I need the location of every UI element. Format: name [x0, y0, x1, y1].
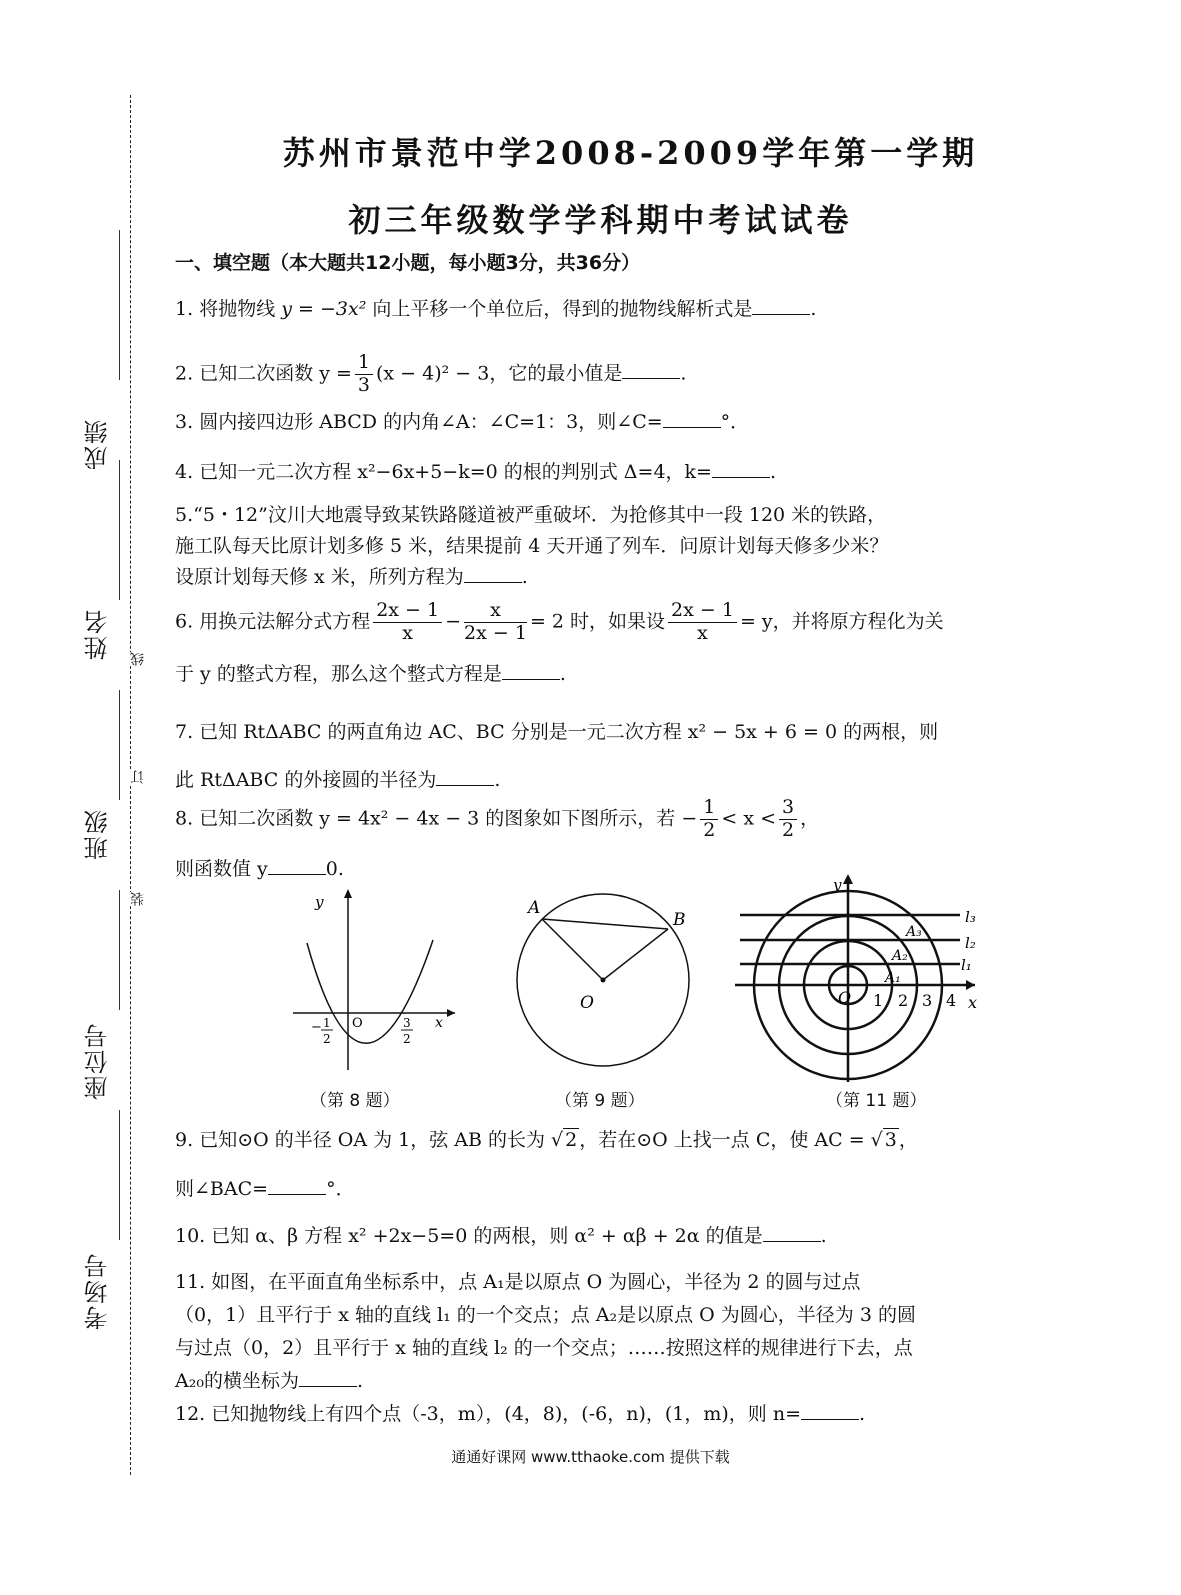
fig11-line-l2: l₂ [965, 934, 976, 952]
fig11-tick-4: 4 [946, 991, 957, 1010]
fig8-right-root-den: 2 [403, 1032, 411, 1046]
question-4: 4. 已知一元二次方程 x²−6x+5−k=0 的根的判别式 Δ=4，k= . [175, 455, 995, 489]
figure-11-concentric [725, 870, 990, 1085]
score-blank[interactable] [119, 230, 120, 380]
fig9-label-o: O [580, 993, 594, 1013]
fig11-tick-1: 1 [873, 991, 884, 1010]
score-label: 成绩 [84, 418, 112, 470]
question-7: 7. 已知 RtΔABC 的两直角边 AC、BC 分别是一元二次方程 x² − 5x + 6 = 0 的两根，则 此 RtΔABC 的外接圆的半径为 . [175, 721, 939, 791]
answer-blank[interactable] [464, 562, 522, 583]
footer-credit: 通通好课网 www.tthaoke.com 提供下载 [451, 1448, 730, 1466]
figure-9-circle [510, 893, 700, 1083]
fig11-point-a3: A₃ [906, 924, 922, 940]
question-8-line2: 则函数值 y 0. [175, 852, 995, 886]
answer-blank[interactable] [299, 1366, 357, 1387]
fig11-origin: O [838, 988, 852, 1007]
fig8-x-label: x [435, 1015, 443, 1031]
fig8-y-label: y [315, 893, 324, 911]
answer-blank[interactable] [502, 659, 560, 680]
fig9-label-a: A [528, 898, 541, 918]
fig11-point-a2: A₂ [892, 948, 908, 964]
question-12: 12. 已知抛物线上有四个点（-3，m），(4，8)，(-6，n)，(1，m)，则 n= . [175, 1397, 995, 1431]
answer-blank[interactable] [801, 1399, 859, 1420]
answer-blank[interactable] [663, 407, 721, 428]
question-3: 3. 圆内接四边形 ABCD 的内角∠A：∠C=1：3，则∠C= °． [175, 405, 995, 439]
binding-mark-ding: 订 [130, 770, 146, 784]
name-blank[interactable] [119, 460, 120, 600]
answer-blank[interactable] [268, 854, 326, 875]
answer-blank[interactable] [436, 765, 494, 786]
figure-8-parabola [285, 885, 460, 1075]
answer-blank[interactable] [712, 457, 770, 478]
fig8-left-root-den: 2 [323, 1032, 331, 1046]
question-2: 2. 已知二次函数 y = $\frac{1}{3}$ (x − 4)² − 3，它的最小值是 . [175, 351, 687, 396]
class-blank[interactable] [119, 690, 120, 800]
question-1: 1. 将抛物线 y = −3x² 向上平移一个单位后，得到的抛物线解析式是 . [175, 292, 995, 326]
seat-blank[interactable] [119, 890, 120, 1010]
fig11-tick-3: 3 [922, 991, 933, 1010]
fig11-y-label: y [833, 876, 842, 894]
figure-8-caption: （第 8 题） [310, 1091, 400, 1111]
fig11-x-label: x [968, 993, 978, 1012]
name-label: 姓名 [84, 608, 112, 660]
exam-room-label: 考场号 [84, 1252, 112, 1330]
fig11-point-a1: A₁ [885, 970, 901, 986]
answer-blank[interactable] [622, 358, 680, 379]
answer-blank[interactable] [763, 1221, 821, 1242]
question-6-line2: 于 y 的整式方程，那么这个整式方程是 . [175, 657, 995, 691]
fig11-tick-2: 2 [898, 991, 909, 1010]
fig11-line-l3: l₃ [965, 908, 976, 926]
answer-blank[interactable] [752, 294, 810, 315]
fig8-origin-label: O [352, 1016, 363, 1031]
question-9-line2: 则∠BAC= °． [175, 1172, 995, 1206]
question-5: 5.“5・12”汶川大地震导致某铁路隧道被严重破坏．为抢修其中一段 120 米的铁路， 施工队每天比原计划多修 5 米，结果提前 4 天开通了列车．问原计划每天修多少米？ 设原计划每天修 x 米，所列方程为 . [175, 504, 889, 588]
question-9: 9. 已知⊙O 的半径 OA 为 1，弦 AB 的长为 √ 2 ，若在⊙O 上找一点 C，使 AC = √ 3 ， [175, 1129, 918, 1151]
answer-blank[interactable] [268, 1174, 326, 1195]
fig8-left-root-num: 1 [323, 1016, 331, 1030]
fig11-line-l1: l₁ [961, 956, 972, 974]
exam-title-line1: 苏州市景范中学2008-2009学年第一学期 [282, 134, 979, 172]
question-10: 10. 已知 α、β 方程 x² +2x−5=0 的两根，则 α² + αβ + 2α 的值是 . [175, 1219, 995, 1253]
binding-mark-xian: 线 [130, 652, 146, 666]
exam-room-blank[interactable] [119, 1110, 120, 1240]
question-11: 11. 如图，在平面直角坐标系中，点 A₁是以原点 O 为圆心，半径为 2 的圆与过点 （0，1）且平行于 x 轴的直线 l₁ 的一个交点；点 A₂是以原点 O 为圆心，半径为 3 的圆 与过点（0，2）且平行于 x 轴的直线 l₂ 的一个交点；……按照这样的规律进行下去，点 A₂₀的横坐标为 . [175, 1271, 916, 1392]
section-title: 一、填空题（本大题共12小题，每小题3分，共36分） [175, 252, 641, 274]
question-8: 8. 已知二次函数 y = 4x² − 4x − 3 的图象如下图所示，若 − $\frac{1}{2}$ < x < $\frac{3}{2}$ ， [175, 796, 820, 841]
fig8-left-root-sign: − [311, 1020, 322, 1035]
seat-label: 座位号 [84, 1022, 112, 1100]
figure-11-caption: （第 11 题） [826, 1091, 927, 1111]
class-label: 班级 [84, 808, 112, 860]
question-6: 6. 用换元法解分式方程 $\frac{2x - 1}{x}$ − $\frac{x}{2x - 1}$ = 2 时，如果设 $\frac{2x - 1}{x}$ = y，并将原方程化为关 [175, 599, 944, 644]
binding-mark-zhuang: 装 [130, 892, 146, 906]
binding-line [130, 95, 131, 1475]
fig8-right-root-num: 3 [403, 1016, 411, 1030]
figure-9-caption: （第 9 题） [555, 1091, 645, 1111]
exam-title-line2: 初三年级数学学科期中考试试卷 [348, 201, 853, 239]
fig9-label-b: B [673, 910, 686, 930]
